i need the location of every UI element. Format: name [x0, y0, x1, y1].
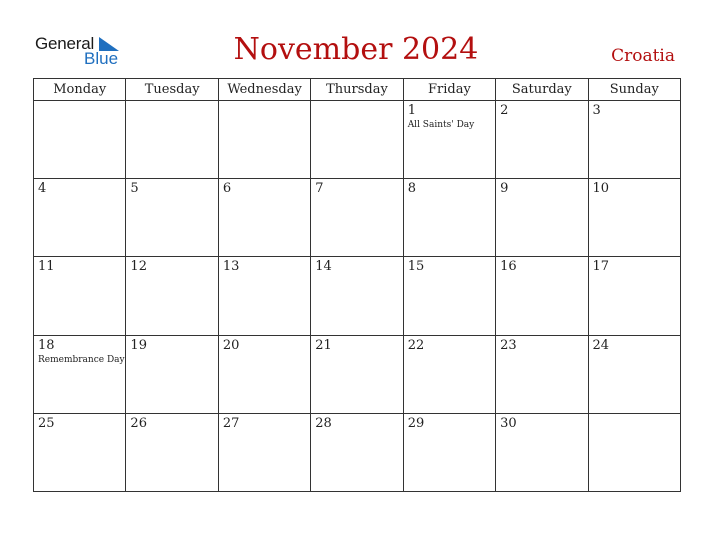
day-cell: [496, 257, 588, 335]
holiday-label: Remembrance Day: [38, 354, 125, 365]
day-cell: [126, 257, 218, 335]
weekday-header: Thursday: [311, 79, 403, 101]
day-number: 2: [500, 103, 509, 118]
day-cell: [311, 101, 403, 179]
day-number: 4: [38, 181, 47, 197]
day-cell: [588, 257, 680, 335]
week-row: [34, 335, 681, 413]
day-cell: [311, 413, 403, 491]
weekday-header: Friday: [403, 79, 495, 101]
day-number: 18: [38, 337, 55, 353]
day-number: 8: [407, 181, 416, 197]
day-cell: [126, 335, 218, 413]
day-number: 5: [130, 181, 139, 197]
day-number: 10: [592, 181, 610, 197]
day-number: [34, 101, 125, 103]
day-cell: [311, 179, 403, 257]
day-number: 7: [315, 181, 324, 197]
day-cell: [496, 101, 588, 179]
holiday-label: All Saints' Day: [407, 120, 475, 130]
day-cell: [126, 413, 218, 491]
day-number: 14: [315, 259, 332, 275]
day-number: [589, 414, 680, 416]
day-cell: [218, 179, 310, 257]
week-row: [34, 257, 681, 335]
logo-word-blue: Blue: [84, 49, 119, 68]
day-number: 12: [130, 259, 147, 275]
day-number: 24: [592, 337, 610, 353]
day-number: 15: [407, 259, 425, 275]
day-number: 22: [407, 337, 425, 353]
day-cell: [311, 335, 403, 413]
day-cell: [126, 179, 218, 257]
day-number: 27: [222, 415, 240, 431]
day-cell: [126, 101, 218, 179]
day-number: 23: [500, 337, 517, 353]
week-row: [34, 413, 681, 491]
day-cell: [403, 101, 495, 179]
day-number: [126, 101, 217, 103]
day-cell: [34, 335, 126, 413]
week-row: [34, 101, 681, 179]
day-cell: [311, 257, 403, 335]
weekday-header: Saturday: [496, 79, 588, 101]
day-cell: [403, 413, 495, 491]
day-number: 25: [38, 415, 55, 431]
day-cell: [403, 335, 495, 413]
day-number: 3: [592, 103, 601, 118]
weekday-header: Sunday: [588, 79, 680, 101]
day-cell: [588, 101, 680, 179]
weekday-header: Monday: [34, 79, 126, 101]
day-cell: [588, 179, 680, 257]
day-number: 13: [222, 259, 240, 275]
day-cell: [34, 413, 126, 491]
day-cell: [496, 179, 588, 257]
day-cell: [588, 335, 680, 413]
day-number: 11: [38, 259, 55, 275]
day-cell: [403, 179, 495, 257]
day-cell: [34, 179, 126, 257]
day-number: 26: [130, 415, 147, 431]
day-number: [311, 101, 402, 103]
day-number: 17: [592, 259, 610, 275]
day-cell: [218, 413, 310, 491]
day-number: 16: [500, 259, 517, 275]
day-number: 21: [315, 337, 332, 353]
day-cell: [218, 335, 310, 413]
day-number: [219, 101, 310, 103]
week-row: [34, 179, 681, 257]
logo-word-general: General: [35, 34, 95, 53]
day-number: 19: [130, 337, 147, 353]
day-number: 30: [500, 415, 517, 431]
day-cell: [34, 257, 126, 335]
day-number: 28: [315, 415, 332, 431]
day-number: 20: [222, 337, 240, 353]
day-cell: [496, 413, 588, 491]
weekday-header: Wednesday: [218, 79, 310, 101]
day-cell: [34, 101, 126, 179]
weekday-header-row: [34, 79, 681, 101]
day-cell: [403, 257, 495, 335]
month-grid: [33, 78, 681, 492]
country-label: Croatia: [611, 46, 675, 66]
day-cell: [588, 413, 680, 491]
day-number: 9: [500, 181, 509, 197]
calendar-title: November 2024: [233, 32, 479, 67]
day-number: 1: [407, 103, 416, 118]
day-number: 6: [222, 181, 232, 197]
day-cell: [218, 257, 310, 335]
day-number: 29: [407, 415, 425, 431]
weekday-header: Tuesday: [126, 79, 218, 101]
day-cell: [496, 335, 588, 413]
day-cell: [218, 101, 310, 179]
